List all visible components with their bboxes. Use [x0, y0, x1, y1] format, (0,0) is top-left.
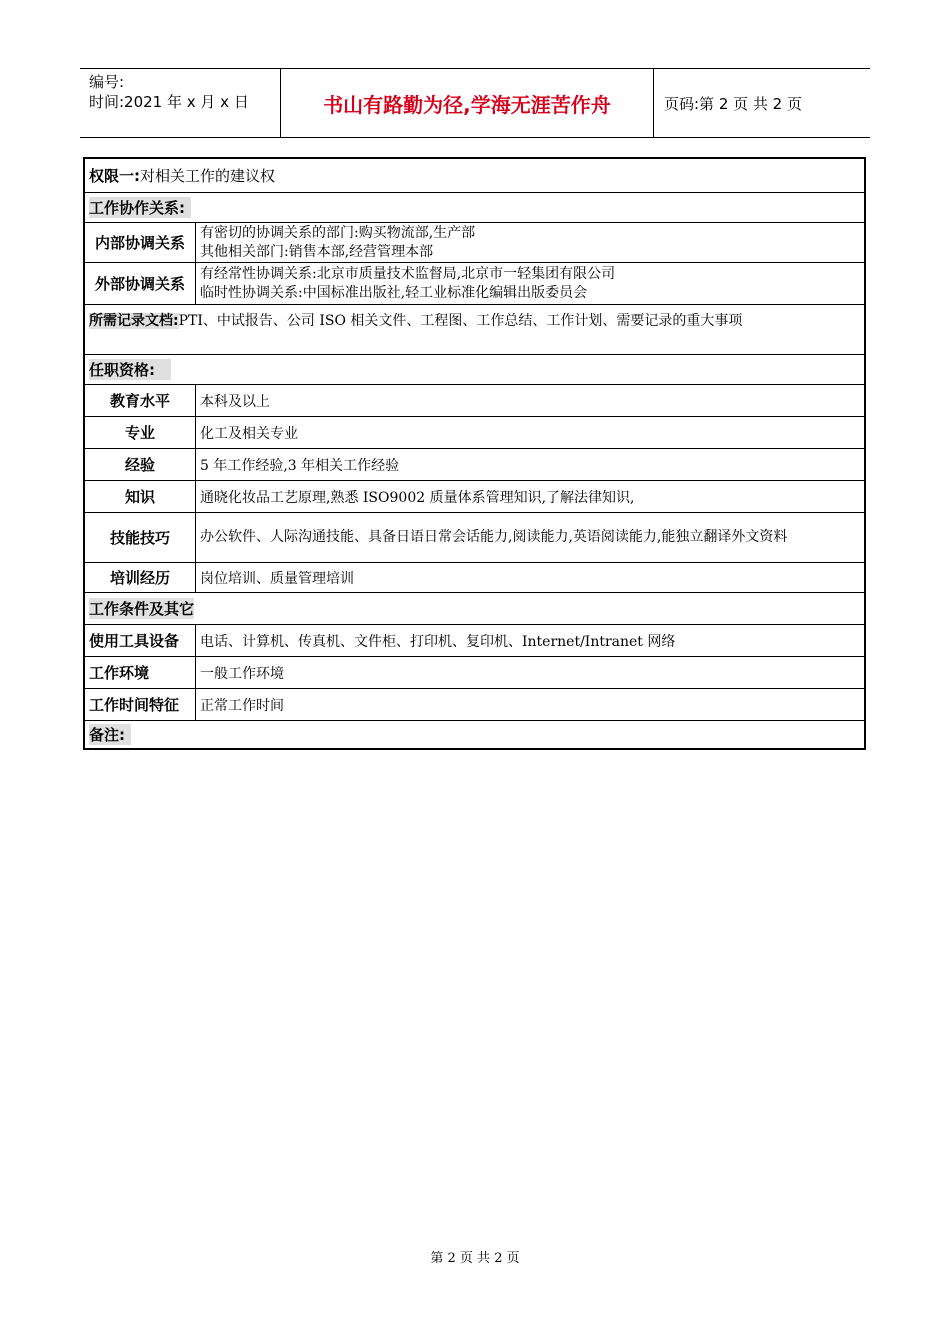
number-label: 编号: — [89, 73, 125, 91]
internal-line: 有密切的协调关系的部门:购买物流部,生产部 — [200, 224, 476, 241]
remarks-label: 备注: — [89, 724, 131, 745]
time-label: 时间:2021 年 x 月 x 日 — [89, 93, 249, 111]
remarks-row — [85, 721, 864, 748]
knowledge-value: 通晓化妆品工艺原理,熟悉 ISO9002 质量体系管理知识,了解法律知识, — [200, 489, 635, 506]
external-line: 临时性协调关系:中国标准出版社,轻工业标准化编辑出版委员会 — [200, 284, 588, 301]
external-value — [196, 263, 864, 304]
experience-row — [85, 449, 864, 481]
qualification-title: 任职资格: — [89, 359, 171, 380]
knowledge-label: 知识 — [85, 481, 196, 512]
internal-coordination-row — [85, 223, 864, 263]
job-description-table — [83, 157, 866, 750]
page-footer: 第 2 页 共 2 页 — [430, 1251, 520, 1266]
training-row — [85, 563, 864, 593]
external-label: 外部协调关系 — [85, 263, 196, 304]
page-header — [80, 68, 870, 138]
major-label: 专业 — [85, 417, 196, 448]
external-coordination-row — [85, 263, 864, 305]
worktime-value: 正常工作时间 — [200, 697, 284, 714]
worktime-row — [85, 689, 864, 721]
education-label: 教育水平 — [85, 385, 196, 416]
major-row — [85, 417, 864, 449]
skills-row — [85, 513, 864, 563]
authority-label: 权限一: — [89, 167, 140, 185]
internal-value — [196, 223, 864, 262]
records-row — [85, 305, 864, 355]
education-value: 本科及以上 — [200, 393, 270, 410]
experience-label: 经验 — [85, 449, 196, 480]
external-line: 有经常性协调关系:北京市质量技术监督局,北京市一轻集团有限公司 — [200, 265, 616, 282]
environment-label: 工作环境 — [85, 657, 196, 688]
coordination-section-row — [85, 193, 864, 223]
header-page-code: 页码:第 2 页 共 2 页 — [664, 94, 802, 113]
tools-value: 电话、计算机、传真机、文件柜、打印机、复印机、Internet/Intranet 网络 — [200, 633, 676, 650]
qualification-section-row — [85, 355, 864, 385]
training-label: 培训经历 — [85, 563, 196, 592]
environment-row — [85, 657, 864, 689]
records-label: 所需记录文档: — [89, 313, 179, 329]
header-motto: 书山有路勤为径,学海无涯苦作舟 — [281, 69, 654, 137]
tools-label: 使用工具设备 — [85, 625, 196, 656]
header-info — [80, 69, 281, 137]
environment-value: 一般工作环境 — [200, 665, 284, 682]
authority-row — [85, 159, 864, 193]
skills-label: 技能技巧 — [85, 513, 196, 562]
internal-label: 内部协调关系 — [85, 223, 196, 262]
knowledge-row — [85, 481, 864, 513]
coordination-title: 工作协作关系: — [89, 197, 191, 218]
records-value: PTI、中试报告、公司 ISO 相关文件、工程图、工作总结、工作计划、需要记录的重大事项 — [178, 313, 743, 329]
authority-value: 对相关工作的建议权 — [140, 167, 276, 185]
skills-value: 办公软件、人际沟通技能、具备日语日常会话能力,阅读能力,英语阅读能力,能独立翻译外文资料 — [200, 529, 788, 545]
tools-row — [85, 625, 864, 657]
worktime-label: 工作时间特征 — [85, 689, 196, 720]
experience-value: 5 年工作经验,3 年相关工作经验 — [200, 457, 400, 474]
education-row — [85, 385, 864, 417]
major-value: 化工及相关专业 — [200, 425, 298, 442]
training-value: 岗位培训、质量管理培训 — [200, 570, 354, 587]
conditions-title: 工作条件及其它 — [89, 600, 195, 618]
internal-line: 其他相关部门:销售本部,经营管理本部 — [200, 243, 434, 260]
conditions-section-row — [85, 593, 864, 625]
